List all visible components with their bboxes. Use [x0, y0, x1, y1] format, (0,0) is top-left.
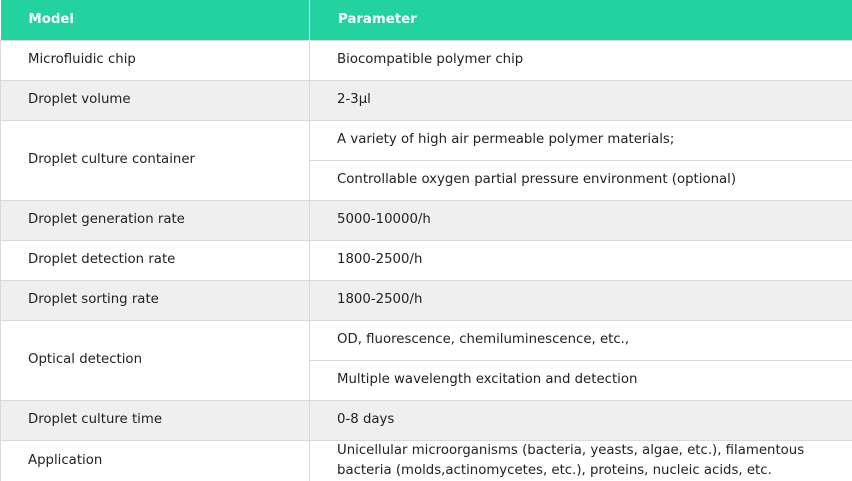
table-row	[1, 200, 852, 240]
model-cell: Droplet culture time	[1, 400, 310, 440]
table-row	[1, 280, 852, 320]
model-cell: Droplet detection rate	[1, 240, 310, 280]
model-cell: Microfluidic chip	[1, 40, 310, 80]
model-cell: Optical detection	[1, 320, 310, 400]
model-cell: Droplet generation rate	[1, 200, 310, 240]
parameter-cell: 2-3μl	[310, 80, 852, 120]
parameter-cell: Multiple wavelength excitation and detection	[310, 360, 852, 400]
parameter-cell: 1800-2500/h	[310, 280, 852, 320]
table-row	[1, 440, 852, 481]
parameter-cell: OD, fluorescence, chemiluminescence, etc.,	[310, 320, 852, 360]
table-row	[1, 240, 852, 280]
table-row	[1, 40, 852, 80]
header-parameter: Parameter	[310, 0, 852, 40]
table-row	[1, 320, 852, 360]
parameter-cell: 0-8 days	[310, 400, 852, 440]
model-cell: Droplet sorting rate	[1, 280, 310, 320]
table-row	[1, 120, 852, 160]
table-row	[1, 80, 852, 120]
parameter-cell: 5000-10000/h	[310, 200, 852, 240]
header-model: Model	[1, 0, 310, 40]
parameter-cell: Controllable oxygen partial pressure environment (optional)	[310, 160, 852, 200]
parameter-cell: Biocompatible polymer chip	[310, 40, 852, 80]
parameter-cell: 1800-2500/h	[310, 240, 852, 280]
parameter-cell: Unicellular microorganisms (bacteria, yeasts, algae, etc.), filamentous bacteria (molds,actinomycetes, etc.), proteins, nucleic acids, etc.	[310, 440, 852, 481]
table-header-row	[1, 0, 852, 40]
model-cell: Application	[1, 440, 310, 481]
model-cell: Droplet culture container	[1, 120, 310, 200]
parameter-cell: A variety of high air permeable polymer materials;	[310, 120, 852, 160]
table-row	[1, 400, 852, 440]
model-cell: Droplet volume	[1, 80, 310, 120]
